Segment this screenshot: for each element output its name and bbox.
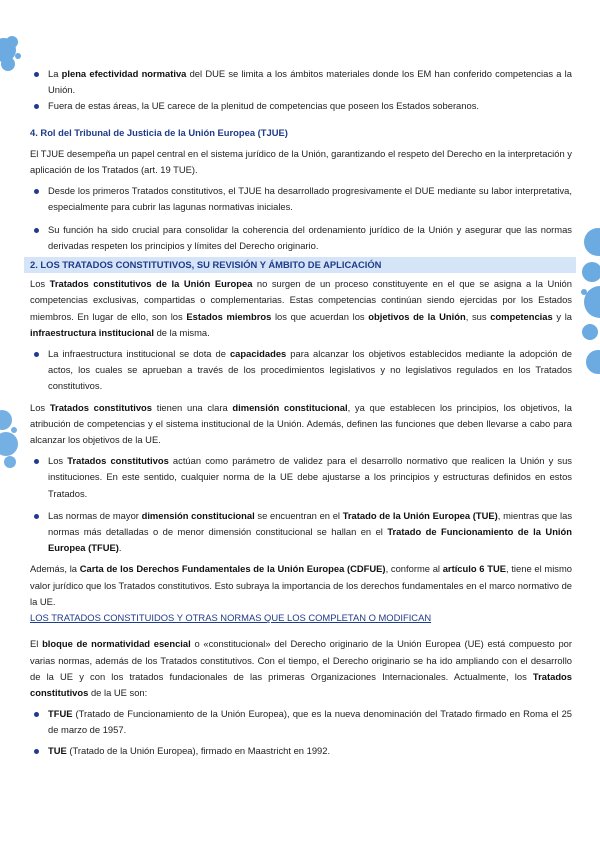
paragraph: El TJUE desempeña un papel central en el sistema jurídico de la Unión, garantizando el respeto del Derecho en la interpretación y aplicación de los Tratados (art. 19 TUE). [30,147,572,176]
list-item: TUE (Tratado de la Unión Europea), firmado en Maastricht en 1992. [30,743,572,759]
list-item: La infraestructura institucional se dota de capacidades para alcanzar los objetivos establecidos mediante la adopción de actos, los cuales se aprueban a través de los procedimientos legislativos y no legislativos regulados en los Tratados constitutivos. [30,346,572,395]
decorative-splash-left [0,400,24,480]
bullet-list-4 [30,453,572,556]
paragraph: El bloque de normatividad esencial o «constitucional» del Derecho originario de la Unión Europea (UE) está compuesto por varias normas, además de los Tratados constitutivos. Con el tiempo, el Derecho originario se ha ido ampliando con el desarrollo de la UE y con los tratados fundacionales de las primeras Organizaciones Internacionales. Actualmente, los Tratados constitutivos de la UE son: [30,638,572,698]
list-item: La plena efectividad normativa del DUE se limita a los ámbitos materiales donde los EM han conferido competencias a la Unión. [30,66,572,98]
list-item: TFUE (Tratado de Funcionamiento de la Unión Europea), que es la nueva denominación del Tratado firmado en Roma el 25 de marzo de 1957. [30,706,572,738]
decorative-splash-top-left [0,28,28,78]
bullet-list-5 [30,706,572,759]
list-item: Desde los primeros Tratados constitutivos, el TJUE ha desarrollado progresivamente el DUE mediante su labor interpretativa, especialmente para cubrir las lagunas normativas iniciales. [30,183,572,215]
section-heading-tratados: 2. LOS TRATADOS CONSTITUTIVOS, SU REVISIÓN Y ÁMBITO DE APLICACIÓN [24,257,576,273]
list-item: Su función ha sido crucial para consolidar la coherencia del ordenamiento jurídico de la Unión y asegurar que las normas derivadas respeten los principios y límites del Derecho originario. [30,222,572,254]
decorative-splash-right [572,222,600,392]
bullet-list-3 [30,346,572,395]
paragraph: Los Tratados constitutivos tienen una clara dimensión constitucional, ya que establecen los principios, los objetivos, la atribución de competencias y el sistema institucional de la Unión. Además, definen las funciones que deben llevarse a cabo para alcanzar los objetivos de la UE. [30,401,572,446]
paragraph: Además, la Carta de los Derechos Fundamentales de la Unión Europea (CDFUE), conforme al artículo 6 TUE, tiene el mismo valor jurídico que los Tratados constitutivos. Esto subraya la importancia de los derechos fundamentales en el marco normativo de la UE. [30,563,573,607]
paragraph: Los Tratados constitutivos de la Unión Europea no surgen de un proceso constituyente en el que se asigna a la Unión competencias exclusivas, compartidas o complementarias. Estas competencias continúan siendo ejercidas por los Estados miembros. En lugar de ello, son los Estados miembros los que acuerdan los objetivos de la Unión, sus competencias y la infraestructura institucional de la misma. [30,278,573,338]
list-item: Fuera de estas áreas, la UE carece de la plenitud de competencias que poseen los Estados soberanos. [30,98,572,114]
section-heading-otras-normas: LOS TRATADOS CONSTITUIDOS Y OTRAS NORMAS QUE LOS COMPLETAN O MODIFICAN [30,612,432,624]
bullet-list-1 [30,66,572,115]
document-page [30,66,572,759]
list-item: Las normas de mayor dimensión constitucional se encuentran en el Tratado de la Unión Europea (TUE), mientras que las normas más detalladas o de menor dimensión constitucional se hallan en el Tratado de Funcionamiento de la Unión Europea (TFUE). [30,508,572,557]
bullet-list-2 [30,183,572,254]
list-item: Los Tratados constitutivos actúan como parámetro de validez para el desarrollo normativo que realicen la Unión y sus instituciones. En este sentido, cualquier norma de la UE debe ajustarse a los principios y estructuras definidos en estos Tratados. [30,453,572,502]
section-heading-tjue: 4. Rol del Tribunal de Justicia de la Unión Europea (TJUE) [30,126,288,138]
